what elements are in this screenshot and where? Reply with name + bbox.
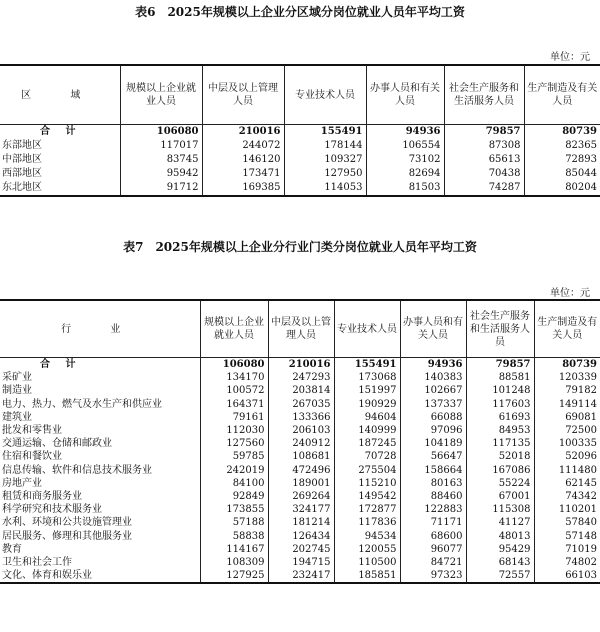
cell-value: 115308 <box>466 503 534 516</box>
table-row <box>0 464 600 477</box>
table-row <box>0 543 600 556</box>
row-label: 中部地区 <box>0 153 120 167</box>
cell-value: 94534 <box>334 529 400 542</box>
row-label: 科学研究和技术服务业 <box>0 503 200 516</box>
cell-value: 102667 <box>400 384 466 397</box>
cell-value: 71171 <box>400 516 466 529</box>
table7-title: 表7 2025年规模以上企业分行业门类分岗位就业人员年平均工资 <box>123 240 477 254</box>
row-label: 教育 <box>0 543 200 556</box>
cell-value: 122883 <box>400 503 466 516</box>
cell-value: 67001 <box>466 490 534 503</box>
cell-value: 169385 <box>202 181 284 196</box>
cell-value: 95942 <box>120 167 202 181</box>
cell-value: 275504 <box>334 464 400 477</box>
row-label: 文化、体育和娱乐业 <box>0 569 200 583</box>
cell-value: 178144 <box>284 139 366 153</box>
cell-value: 206103 <box>268 424 334 437</box>
column-header: 规模以上企业就业人员 <box>120 65 202 125</box>
cell-value: 120339 <box>558 372 597 384</box>
row-header-column: 行 业 <box>0 300 200 358</box>
table6-unit: 单位：元 <box>550 52 590 63</box>
cell-value: 117135 <box>466 437 534 450</box>
table6-title: 表6 2025年规模以上企业分区域分岗位就业人员年平均工资 <box>135 5 465 19</box>
cell-value: 108309 <box>200 556 268 569</box>
column-header: 专业技术人员 <box>334 300 400 358</box>
table-row <box>0 181 600 196</box>
cell-value: 173855 <box>200 503 268 516</box>
cell-value: 79182 <box>565 385 597 397</box>
cell-value: 80739 <box>562 126 597 137</box>
cell-value: 134170 <box>200 371 268 384</box>
cell-value: 97096 <box>400 424 466 437</box>
cell-value: 140999 <box>334 424 400 437</box>
cell-value: 66088 <box>400 411 466 424</box>
cell-value: 48013 <box>466 529 534 542</box>
cell-value: 80204 <box>565 182 597 193</box>
cell-value: 92849 <box>200 490 268 503</box>
row-label: 住宿和餐饮业 <box>0 450 200 463</box>
cell-value: 62145 <box>565 477 597 489</box>
row-label: 电力、热力、燃气及水生产和供应业 <box>0 398 200 411</box>
cell-value: 203814 <box>268 384 334 397</box>
cell-value: 55224 <box>466 477 534 490</box>
row-label: 制造业 <box>0 384 200 397</box>
cell-value: 106080 <box>120 125 202 140</box>
cell-value: 324177 <box>268 503 334 516</box>
cell-value: 140383 <box>400 371 466 384</box>
cell-value: 57148 <box>565 530 597 542</box>
row-label: 合 计 <box>0 358 200 372</box>
cell-value: 59785 <box>200 450 268 463</box>
table-row <box>0 153 600 167</box>
table-row <box>0 384 600 397</box>
table-row <box>0 424 600 437</box>
cell-value: 80163 <box>400 477 466 490</box>
cell-value: 117603 <box>466 398 534 411</box>
cell-value: 52018 <box>466 450 534 463</box>
column-header: 社会生产服务和生活服务人员 <box>444 65 524 125</box>
cell-value: 155491 <box>334 358 400 372</box>
table7-unit: 单位：元 <box>550 288 590 299</box>
cell-value: 117836 <box>334 516 400 529</box>
cell-value: 72893 <box>565 154 597 165</box>
cell-value: 151997 <box>334 384 400 397</box>
column-header: 社会生产服务和生活服务人员 <box>466 300 534 358</box>
cell-value: 74287 <box>444 181 524 196</box>
cell-value: 110500 <box>334 556 400 569</box>
cell-value: 202745 <box>268 543 334 556</box>
cell-value: 133366 <box>268 411 334 424</box>
cell-value: 100572 <box>200 384 268 397</box>
cell-value: 84721 <box>400 556 466 569</box>
cell-value: 137337 <box>400 398 466 411</box>
cell-value: 189001 <box>268 477 334 490</box>
cell-value: 269264 <box>268 490 334 503</box>
cell-value: 106080 <box>200 358 268 372</box>
row-label: 采矿业 <box>0 371 200 384</box>
cell-value: 88581 <box>466 371 534 384</box>
cell-value: 68143 <box>466 556 534 569</box>
cell-value: 120055 <box>334 543 400 556</box>
cell-value: 57188 <box>200 516 268 529</box>
cell-value: 108681 <box>268 450 334 463</box>
cell-value: 115210 <box>334 477 400 490</box>
cell-value: 158664 <box>400 464 466 477</box>
cell-value: 127950 <box>284 167 366 181</box>
row-label: 东北地区 <box>0 181 120 196</box>
cell-value: 68600 <box>400 529 466 542</box>
table-row <box>0 569 600 583</box>
cell-value: 95429 <box>466 543 534 556</box>
table-row <box>0 529 600 542</box>
column-header: 生产制造及有关人员 <box>534 300 600 358</box>
cell-value: 110201 <box>558 504 597 516</box>
cell-value: 173068 <box>334 371 400 384</box>
cell-value: 210016 <box>268 358 334 372</box>
row-label: 房地产业 <box>0 477 200 490</box>
table-row <box>0 139 600 153</box>
column-header: 生产制造及有关人员 <box>524 65 600 125</box>
row-label: 水利、环境和公共设施管理业 <box>0 516 200 529</box>
total-row <box>0 125 600 140</box>
cell-value: 82365 <box>565 140 597 151</box>
cell-value: 66103 <box>565 570 597 582</box>
cell-value: 117017 <box>120 139 202 153</box>
table-row <box>0 437 600 450</box>
cell-value: 91712 <box>120 181 202 196</box>
cell-value: 172877 <box>334 503 400 516</box>
cell-value: 149542 <box>334 490 400 503</box>
cell-value: 247293 <box>268 371 334 384</box>
column-header: 中层及以上管理人员 <box>268 300 334 358</box>
cell-value: 210016 <box>202 125 284 140</box>
cell-value: 81503 <box>366 181 444 196</box>
row-label: 批发和零售业 <box>0 424 200 437</box>
cell-value: 94604 <box>334 411 400 424</box>
cell-value: 72500 <box>565 425 597 437</box>
cell-value: 72557 <box>466 569 534 583</box>
cell-value: 101248 <box>466 384 534 397</box>
cell-value: 127925 <box>200 569 268 583</box>
row-label: 东部地区 <box>0 139 120 153</box>
table-row <box>0 516 600 529</box>
cell-value: 61693 <box>466 411 534 424</box>
cell-value: 114167 <box>200 543 268 556</box>
row-label: 居民服务、修理和其他服务业 <box>0 529 200 542</box>
cell-value: 56647 <box>400 450 466 463</box>
cell-value: 194715 <box>268 556 334 569</box>
cell-value: 74802 <box>565 556 597 568</box>
cell-value: 149114 <box>558 398 597 410</box>
cell-value: 85044 <box>565 168 597 179</box>
table-row <box>0 477 600 490</box>
cell-value: 84953 <box>466 424 534 437</box>
cell-value: 65613 <box>444 153 524 167</box>
table-row <box>0 503 600 516</box>
total-row <box>0 358 600 372</box>
cell-value: 232417 <box>268 569 334 583</box>
cell-value: 88460 <box>400 490 466 503</box>
cell-value: 127560 <box>200 437 268 450</box>
table-row <box>0 490 600 503</box>
table6 <box>0 64 600 197</box>
column-header: 专业技术人员 <box>284 65 366 125</box>
column-header: 中层及以上管理人员 <box>202 65 284 125</box>
row-label: 卫生和社会工作 <box>0 556 200 569</box>
cell-value: 70438 <box>444 167 524 181</box>
table-row <box>0 450 600 463</box>
cell-value: 126434 <box>268 529 334 542</box>
table-row <box>0 371 600 384</box>
cell-value: 87308 <box>444 139 524 153</box>
table-row <box>0 398 600 411</box>
cell-value: 240912 <box>268 437 334 450</box>
cell-value: 83745 <box>120 153 202 167</box>
table-row <box>0 167 600 181</box>
row-label: 租赁和商务服务业 <box>0 490 200 503</box>
cell-value: 97323 <box>400 569 466 583</box>
cell-value: 181214 <box>268 516 334 529</box>
cell-value: 104189 <box>400 437 466 450</box>
cell-value: 267035 <box>268 398 334 411</box>
cell-value: 82694 <box>366 167 444 181</box>
table-row <box>0 411 600 424</box>
cell-value: 73102 <box>366 153 444 167</box>
table-row <box>0 556 600 569</box>
cell-value: 80739 <box>562 359 597 371</box>
cell-value: 111480 <box>558 464 597 476</box>
cell-value: 71019 <box>565 543 597 555</box>
row-label: 交通运输、仓储和邮政业 <box>0 437 200 450</box>
cell-value: 41127 <box>466 516 534 529</box>
cell-value: 94936 <box>366 125 444 140</box>
cell-value: 114053 <box>284 181 366 196</box>
cell-value: 74342 <box>565 490 597 502</box>
cell-value: 79857 <box>466 358 534 372</box>
cell-value: 185851 <box>334 569 400 583</box>
cell-value: 58838 <box>200 529 268 542</box>
row-label: 信息传输、软件和信息技术服务业 <box>0 464 200 477</box>
column-header: 规模以上企业就业人员 <box>200 300 268 358</box>
cell-value: 96077 <box>400 543 466 556</box>
table7 <box>0 299 600 584</box>
cell-value: 109327 <box>284 153 366 167</box>
cell-value: 106554 <box>366 139 444 153</box>
cell-value: 52096 <box>565 451 597 463</box>
cell-value: 187245 <box>334 437 400 450</box>
row-header-column: 区 域 <box>0 65 120 125</box>
cell-value: 173471 <box>202 167 284 181</box>
cell-value: 244072 <box>202 139 284 153</box>
row-label: 建筑业 <box>0 411 200 424</box>
cell-value: 94936 <box>400 358 466 372</box>
column-header: 办事人员和有关人员 <box>366 65 444 125</box>
table6-header-row <box>0 65 600 125</box>
cell-value: 79161 <box>200 411 268 424</box>
cell-value: 164371 <box>200 398 268 411</box>
cell-value: 146120 <box>202 153 284 167</box>
column-header: 办事人员和有关人员 <box>400 300 466 358</box>
cell-value: 100335 <box>558 438 597 450</box>
cell-value: 69081 <box>565 411 597 423</box>
cell-value: 112030 <box>200 424 268 437</box>
cell-value: 155491 <box>284 125 366 140</box>
cell-value: 242019 <box>200 464 268 477</box>
cell-value: 57840 <box>565 517 597 529</box>
row-label: 合 计 <box>0 125 120 140</box>
cell-value: 190929 <box>334 398 400 411</box>
cell-value: 167086 <box>466 464 534 477</box>
cell-value: 70728 <box>334 450 400 463</box>
table7-header-row <box>0 300 600 358</box>
row-label: 西部地区 <box>0 167 120 181</box>
cell-value: 79857 <box>444 125 524 140</box>
cell-value: 472496 <box>268 464 334 477</box>
cell-value: 84100 <box>200 477 268 490</box>
